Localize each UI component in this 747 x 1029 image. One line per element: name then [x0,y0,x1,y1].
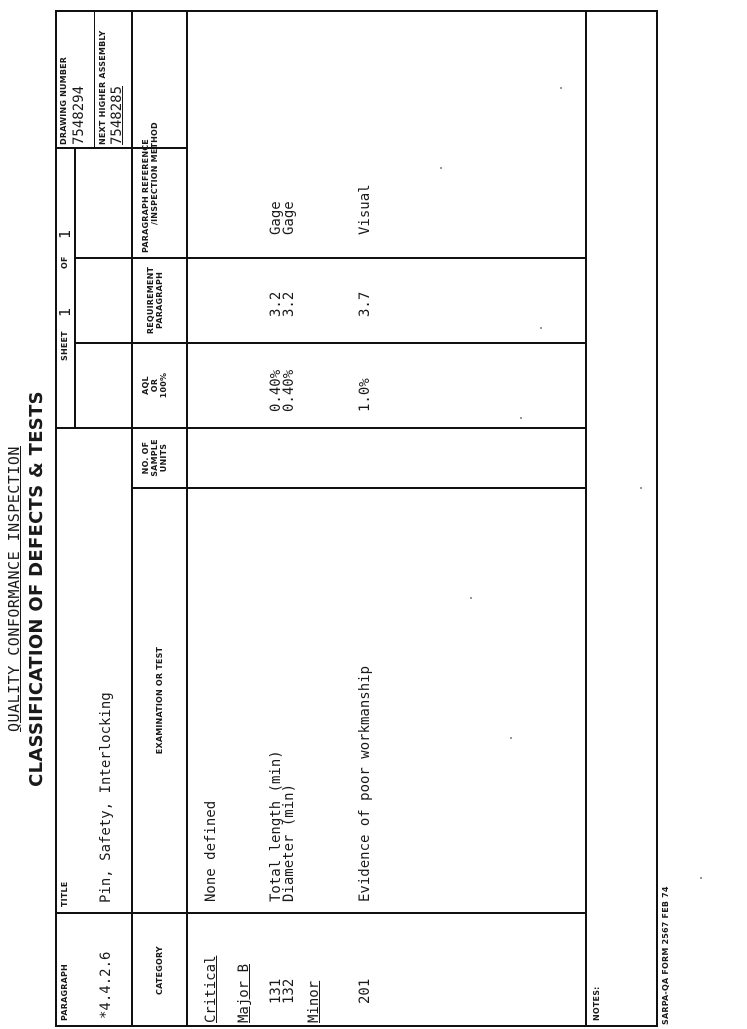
label-examination-or-test: EXAMINATION OR TEST [155,646,164,755]
label-sample-units-line1: NO. OF [141,441,150,475]
exam-201: Evidence of poor workmanship [357,665,373,902]
rule-examination-right [132,487,586,489]
req-201: 3.7 [357,291,373,317]
category-critical: Critical [203,955,219,1023]
category-major-b: Major B [236,963,252,1023]
scan-speck [470,597,472,599]
scan-speck [560,87,562,89]
label-title: TITLE [60,881,69,907]
label-sample-units-line3: UNITS [159,443,168,473]
rule-sheet-bottom [74,149,76,429]
label-aql [141,344,168,427]
scan-speck [510,737,512,739]
label-category: CATEGORY [155,946,164,995]
header-classification: CLASSIFICATION OF DEFECTS & TESTS [26,391,47,787]
label-aql-line1: AQL [141,376,150,395]
label-requirement-paragraph [146,259,164,342]
scan-speck [700,877,702,879]
scan-speck [540,327,542,329]
label-paragraph-reference-line1: PARAGRAPH REFERENCE [141,139,150,253]
label-sample-units-line2: SAMPLE [150,439,159,477]
rule-notes-top [585,10,587,1027]
aql-131: 0.40% [268,369,284,412]
label-requirement-line2: PARAGRAPH [155,272,164,329]
title-value: Pin, Safety, Interlocking [98,692,114,903]
label-requirement-line1: REQUIREMENT [146,266,155,335]
label-of: OF [60,256,69,269]
exam-131: Total length (min) [268,750,284,902]
scan-speck [520,417,522,419]
label-drawing-number: DRAWING NUMBER [59,56,68,145]
rule-sample-right [55,427,586,429]
label-aql-line3: 100% [159,372,168,399]
rule-method-right [55,11,654,12]
sheet-number: 1 [56,307,74,317]
label-sample-units [141,429,168,487]
label-notes: NOTES: [592,986,601,1021]
drawing-number-value: 7548294 [71,85,87,145]
method-131: Gage [268,201,284,235]
method-201: Visual [357,184,373,235]
scan-speck [440,167,442,169]
req-132: 3.2 [281,291,297,317]
paragraph-value: *4.4.2.6 [98,951,114,1019]
label-paragraph-reference-line2: /INSPECTION METHOD [150,122,159,225]
rule-drawing-mid [94,10,95,149]
rule-title-bottom [131,10,133,1027]
method-132: Gage [281,201,297,235]
exam-critical: None defined [203,800,219,902]
aql-201: 1.0% [357,378,373,412]
label-aql-line2: OR [150,378,159,393]
category-201: 201 [357,978,373,1004]
category-131: 131 [268,978,284,1004]
label-paragraph: PARAGRAPH [60,964,69,1021]
sheet-total: 1 [56,229,74,239]
rule-sheet-right [55,147,186,149]
next-higher-assembly-value: 7548285 [109,85,125,145]
label-next-higher-assembly: NEXT HIGHER ASSEMBLY [98,30,107,145]
aql-132: 0.40% [281,369,297,412]
rule-header-bottom [186,10,188,1027]
req-131: 3.2 [268,291,284,317]
header-quality-conformance: QUALITY CONFORMANCE INSPECTION [5,446,23,732]
label-paragraph-reference [141,13,159,253]
label-sheet: SHEET [60,331,69,361]
exam-132: Diameter (min) [281,783,297,902]
rule-paragraph-right [55,912,586,914]
scan-speck [640,487,642,489]
category-minor: Minor [306,980,322,1023]
form-id: SARPA-QA FORM 2567 FEB 74 [661,886,670,1025]
category-132: 132 [281,978,297,1004]
